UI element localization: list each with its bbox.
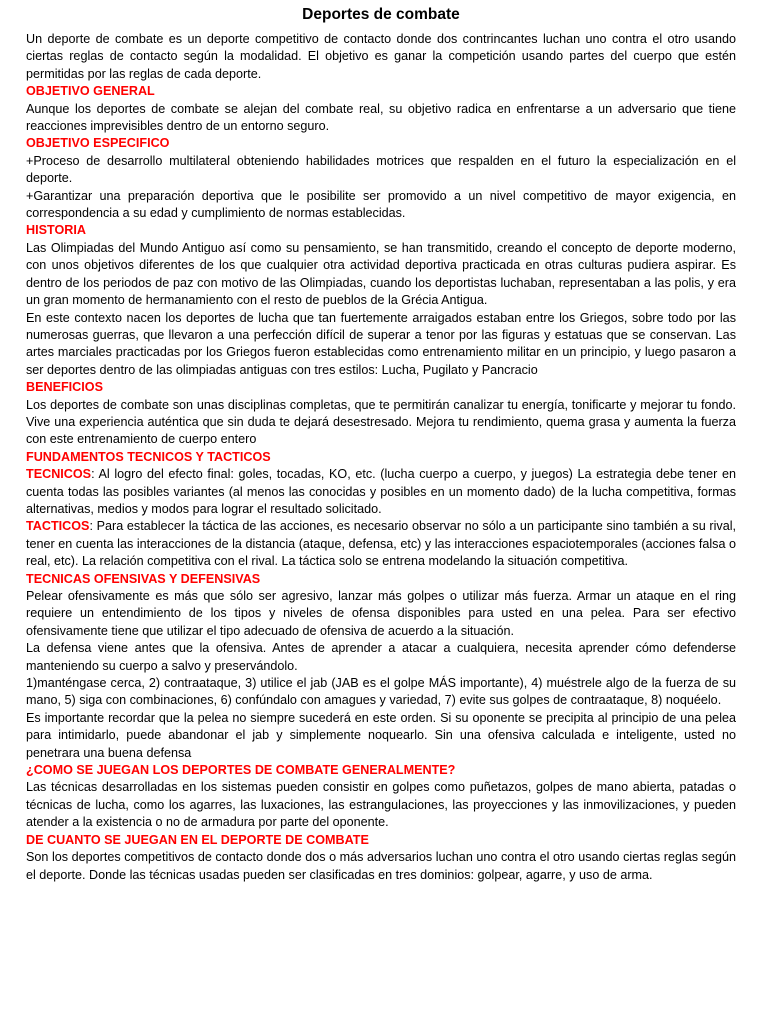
intro-paragraph: Un deporte de combate es un deporte competitivo de contacto donde dos contrincantes luchan uno contra el otro usando ciertas reglas de contacto según la modalidad. El objetivo es ganar la competición usando partes del cuerpo que estén permitidas por las reglas de cada deporte.	[26, 32, 736, 81]
tacticos-text: : Para establecer la táctica de las acciones, es necesario observar no sólo a un participante sino también a su rival, tener en cuenta las interacciones de la distancia (ataque, defensa, etc) y las interacciones espaciotemporales (acciones falsa o real, etc). La relación competitiva con el rival. La táctica solo se entrena modelando la situación competitiva.	[26, 519, 736, 569]
objetivo-especifico-item: +Proceso de desarrollo multilateral obteniendo habilidades motrices que respalden en el futuro la especialización en el deporte.	[26, 153, 736, 186]
tacticos-paragraph	[26, 518, 736, 570]
tecnicas-paragraph: Pelear ofensivamente es más que sólo ser agresivo, lanzar más golpes o utilizar más fuerza. Armar un ataque en el ring requiere un entendimiento de los tipos y niveles de ofensa disponibles para usted en una pelea. Para ser efectivo ofensivamente tiene que utilizar el tipo adecuado de ofensiva de acuerdo a la situación.	[26, 589, 736, 638]
como-juegan-heading: ¿COMO SE JUEGAN LOS DEPORTES DE COMBATE GENERALMENTE?	[26, 763, 456, 778]
tecnicas-paragraph: Es importante recordar que la pelea no siempre sucederá en este orden. Si su oponente se precipita al principio de una pelea para intimidarlo, puede abandonar el jab y simplemente noquearlo. Sin una ofensiva calculada e inteligente, usted no penetrara una buena defensa	[26, 710, 736, 760]
historia-paragraph: Las Olimpiadas del Mundo Antiguo así como su pensamiento, se han transmitido, creando el concepto de deporte moderno, con unos objetivos diferentes de los que cualquier otra actividad deportiva practicada en otras culturas pudiera aspirar. Es dentro de los periodos de paz con motivo de las Olimpiadas, cuando los deportistas luchaban, representaban a las polis, y era un gran momento de hermanamiento con el resto de pueblos de la Grécia Antigua.	[26, 240, 736, 308]
objetivo-general-text: Aunque los deportes de combate se alejan del combate real, su objetivo radica en enfrentarse a un adversario que tiene reacciones imprevisibles dentro de un entorno seguro.	[26, 101, 736, 134]
tecnicos-text: : Al logro del efecto final: goles, tocadas, KO, etc. (lucha cuerpo a cuerpo, y juegos) La estrategia debe tener en cuenta todas las posibles variantes (al menos las conocidas y posibles en un momento dado) de la lucha competitiva, formas alternativas, medios y modos para lograr el resultado solicitado.	[26, 467, 736, 516]
objetivo-general-heading: OBJETIVO GENERAL	[26, 84, 155, 99]
document-title: Deportes de combate	[302, 6, 460, 23]
objetivo-especifico-item: +Garantizar una preparación deportiva que le posibilite ser promovido a un nivel competitivo de mayor exigencia, en correspondencia a su edad y cumplimiento de normas establecidas.	[26, 188, 736, 221]
beneficios-heading: BENEFICIOS	[26, 380, 103, 395]
tecnicos-label: TECNICOS	[26, 467, 92, 482]
beneficios-text: Los deportes de combate son unas disciplinas completas, que te permitirán canalizar tu energía, tonificarte y mejorar tu fondo. Vive una experiencia auténtica que sin duda te dejará desestresado. Mejora tu rendimiento, quema grasa y aumenta la fuerza con este entrenamiento de cuerpo entero	[26, 397, 736, 447]
tecnicos-paragraph	[26, 466, 736, 518]
de-cuanto-text: Son los deportes competitivos de contacto donde dos o más adversarios luchan uno contra el otro usando ciertas reglas según el deporte. Donde las técnicas usadas pueden ser clasificadas en tres dominios: golpear, agarre, y uso de arma.	[26, 850, 736, 882]
objetivo-especifico-heading: OBJETIVO ESPECIFICO	[26, 136, 170, 151]
tecnicas-heading: TECNICAS OFENSIVAS Y DEFENSIVAS	[26, 571, 261, 586]
tecnicas-paragraph: La defensa viene antes que la ofensiva. Antes de aprender a atacar a cualquiera, necesita aprender cómo defenderse manteniendo su cuerpo a salvo y preservándolo.	[26, 641, 736, 673]
fundamentos-heading: FUNDAMENTOS TECNICOS Y TACTICOS	[26, 449, 271, 464]
tacticos-label: TACTICOS	[26, 519, 90, 534]
historia-paragraph: En este contexto nacen los deportes de lucha que tan fuertemente arraigados estaban entre los Griegos, sobre todo por las numerosas guerras, que llevaron a una perfección difícil de superar a tenor por las figuras y estatuas que se conservan. Las artes marciales practicadas por los Griegos fueron establecidas como entrenamiento militar en un principio, y luego pasaron a ser deportes dentro de las olimpiadas antiguas con tres estilos: Lucha, Pugilato y Pancracio	[26, 310, 736, 377]
de-cuanto-heading: DE CUANTO SE JUEGAN EN EL DEPORTE DE COMBATE	[26, 832, 369, 847]
como-juegan-text: Las técnicas desarrolladas en los sistemas pueden consistir en golpes como puñetazos, golpes de mano abierta, patadas o técnicas de lucha, como los agarres, las luxaciones, las estrangulaciones, las proyecciones y las inmovilizaciones, y pueden atender a la existencia o no de armadura por parte del oponente.	[26, 780, 736, 830]
tecnicas-paragraph: 1)manténgase cerca, 2) contraataque, 3) utilice el jab (JAB es el golpe MÁS importante), 4) muéstrele algo de la fuerza de su mano, 5) siga con combinaciones, 6) confúndalo con amagues y variedad, 7) evite sus golpes de contraataque, 8) noquéelo.	[26, 676, 736, 708]
historia-heading: HISTORIA	[26, 223, 86, 238]
